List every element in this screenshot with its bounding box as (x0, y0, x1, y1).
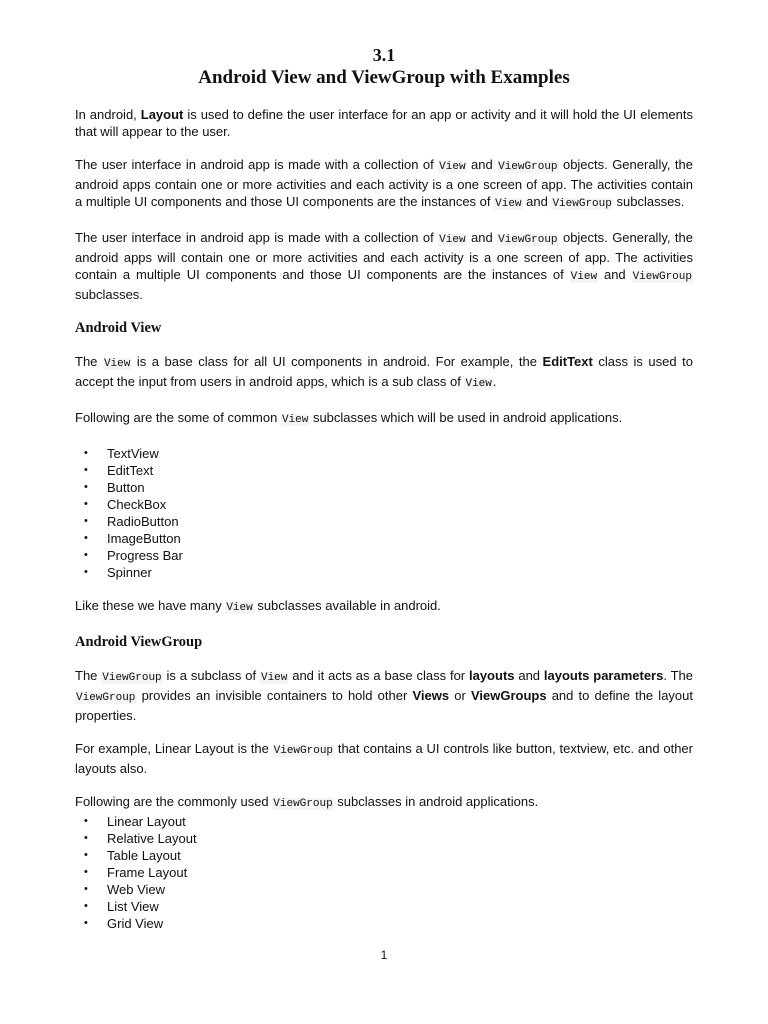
code-view: View (570, 271, 598, 283)
term-edittext: EditText (542, 354, 593, 369)
page-title: Android View and ViewGroup with Examples (198, 67, 570, 88)
list-item: • CheckBox (75, 496, 693, 513)
code-view: View (260, 672, 288, 684)
view-paragraph-3: Like these we have many View subclasses available in android. (75, 598, 441, 614)
list-item: • Grid View (75, 915, 693, 932)
list-item: • Table Layout (75, 847, 693, 864)
view-paragraph-2: Following are the some of common View subclasses which will be used in android applications. (75, 410, 623, 426)
code-viewgroup: ViewGroup (498, 234, 558, 246)
list-item: • ImageButton (75, 530, 693, 547)
section-number: 3.1 (372, 45, 396, 65)
term-viewgroups: ViewGroups (470, 688, 547, 703)
term-views: Views (412, 688, 450, 703)
code-view: View (226, 602, 253, 614)
code-viewgroup: ViewGroup (102, 672, 162, 684)
code-viewgroup: ViewGroup (273, 745, 334, 757)
code-view: View (465, 378, 492, 390)
heading-android-view: Android View (75, 320, 162, 336)
view-paragraph-1: The View is a base class for all UI components in android. For example, the EditText class is used to accept the input from users in android apps, which is a sub class of View. (75, 354, 693, 390)
list-item: • EditText (75, 462, 693, 479)
intro-paragraph-2: The user interface in android app is made with a collection of View and ViewGroup objects. Generally, the android apps contain one or more activities and each activity is a one screen of app. The activities contain a multiple UI components and those UI components are the instances of View and ViewGroup subclasses. (75, 157, 693, 210)
list-item: • Spinner (75, 564, 693, 581)
code-view: View (103, 358, 131, 370)
list-item: • Web View (75, 881, 693, 898)
list-item: • Button (75, 479, 693, 496)
code-viewgroup: ViewGroup (76, 692, 136, 704)
viewgroup-paragraph-1: The ViewGroup is a subclass of View and it acts as a base class for layouts and layouts parameters. The ViewGroup provides an invisible containers to hold other Views or ViewGroups and to define the layout properties. (75, 668, 693, 723)
viewgroup-subclass-list (75, 813, 693, 932)
intro-paragraph-1: In android, Layout is used to define the user interface for an app or activity and it will hold the UI elements that will appear to the user. (75, 107, 693, 139)
page-number: 1 (380, 948, 388, 962)
code-viewgroup: ViewGroup (498, 161, 558, 173)
code-view: View (439, 161, 466, 173)
list-item: • List View (75, 898, 693, 915)
list-item: • Progress Bar (75, 547, 693, 564)
list-item: • RadioButton (75, 513, 693, 530)
view-subclass-list (75, 445, 693, 581)
code-viewgroup: ViewGroup (273, 798, 333, 810)
code-view: View (439, 234, 466, 246)
intro-paragraph-3: The user interface in android app is made with a collection of View and ViewGroup objects. Generally, the android apps will contain one or more activities and each activity is a one screen of app. The activities contain a multiple UI components and those UI components are the instances of View and ViewGroup subclasses. (75, 230, 693, 302)
term-layout: Layout (140, 107, 184, 122)
code-viewgroup: ViewGroup (632, 271, 692, 283)
list-item: • Linear Layout (75, 813, 693, 830)
term-layouts-parameters: layouts parameters (543, 668, 664, 683)
list-item: • Relative Layout (75, 830, 693, 847)
document-page (75, 44, 693, 948)
code-view: View (281, 414, 309, 426)
heading-android-viewgroup: Android ViewGroup (75, 634, 203, 650)
viewgroup-paragraph-3: Following are the commonly used ViewGroup subclasses in android applications. (75, 794, 539, 810)
code-view: View (495, 198, 522, 210)
term-layouts: layouts (468, 668, 515, 683)
viewgroup-paragraph-2: For example, Linear Layout is the ViewGroup that contains a UI controls like button, textview, etc. and other layouts also. (75, 741, 693, 776)
list-item: • TextView (75, 445, 693, 462)
list-item: • Frame Layout (75, 864, 693, 881)
code-viewgroup: ViewGroup (552, 198, 612, 210)
